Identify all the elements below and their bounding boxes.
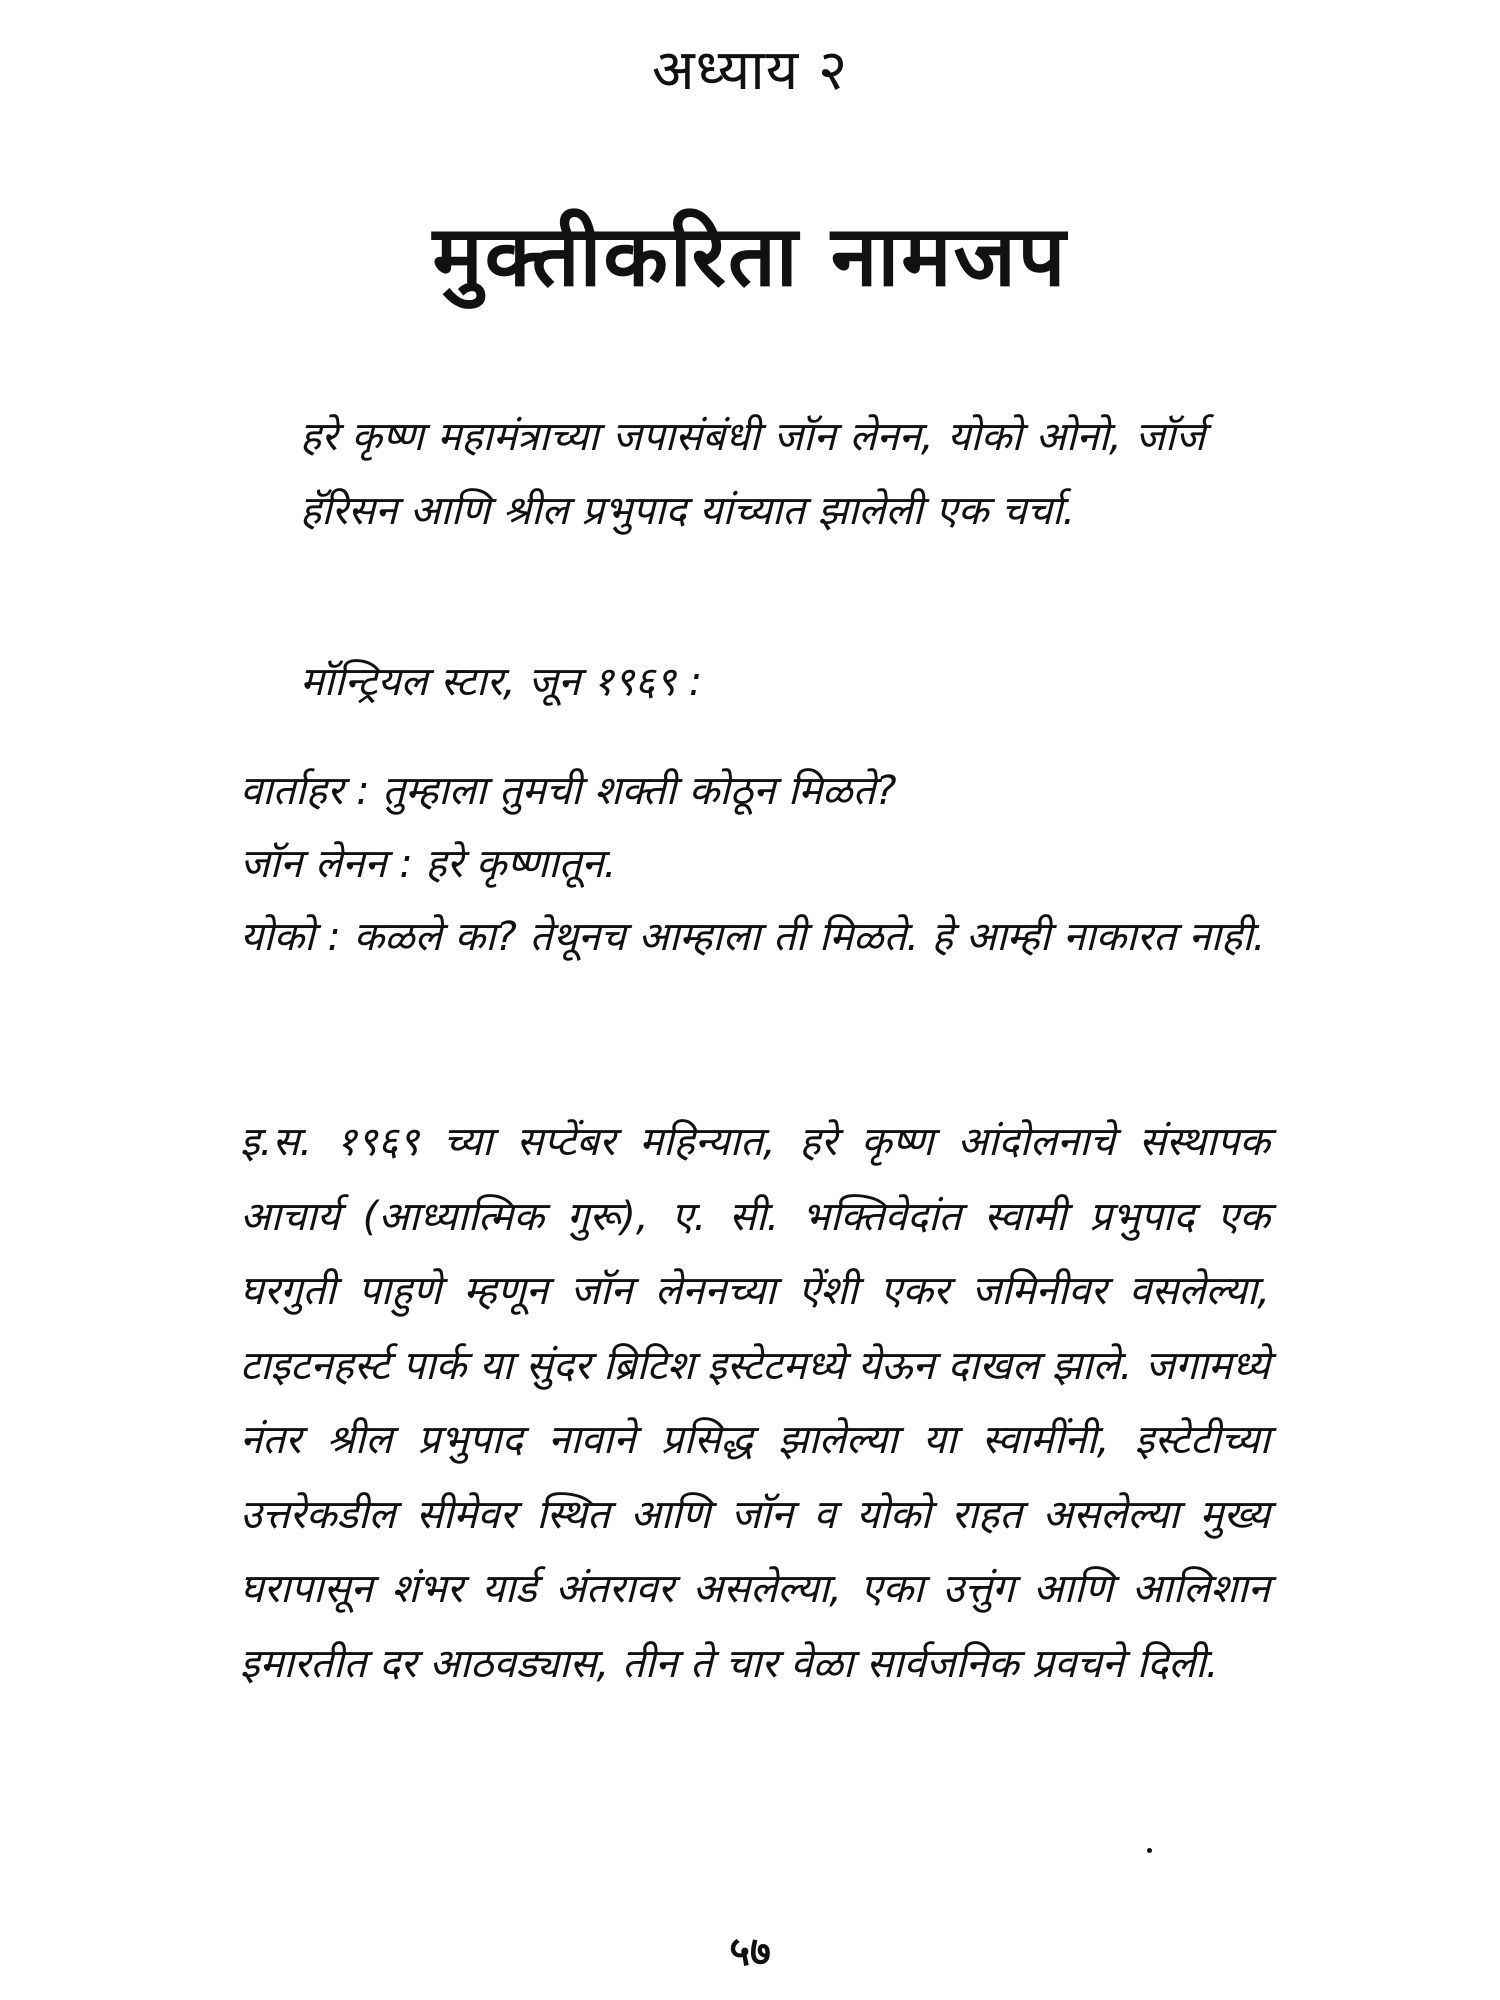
dialogue-line-reporter: वार्ताहर : तुम्हाला तुमची शक्ती कोठून मिळते?	[240, 768, 897, 814]
body-paragraph: इ.स. १९६९ च्या सप्टेंबर महिन्यात, हरे कृष्ण आंदोलनाचे संस्थापक आचार्य (आध्यात्मिक गुरू), ए. सी. भक्तिवेदांत स्वामी प्रभुपाद एक घरगुती पाहुणे म्हणून जॉन लेननच्या ऐंशी एकर जमिनीवर वसलेल्या, टाइटनहर्स्ट पार्क या सुंदर ब्रिटिश इस्टेटमध्ये येऊन दाखल झाले. जगामध्ये नंतर श्रील प्रभुपाद नावाने प्रसिद्ध झालेल्या या स्वामींनी, इस्टेटीच्या उत्तरेकडील सीमेवर स्थित आणि जॉन व योको राहत असलेल्या मुख्य घरापासून शंभर यार्ड अंतरावर असलेल्या, एका उत्तुंग आणि आलिशान इमारतीत दर आठवड्यास, तीन ते चार वेळा सार्वजनिक प्रवचने दिली.	[240, 1119, 1270, 1687]
dialogue-line-yoko: योको : कळले का? तेथूनच आम्हाला ती मिळते. हे आम्ही नाकारत नाही.	[240, 914, 1266, 960]
page-number: ५७	[729, 1929, 771, 1975]
dialogue-block	[240, 755, 1270, 974]
chapter-title: मुक्तीकरिता नामजप	[432, 207, 1068, 305]
source-line: मॉन्ट्रियल स्टार, जून १९६९ :	[300, 659, 703, 705]
stray-dot	[1147, 1848, 1152, 1853]
intro-paragraph: हरे कृष्ण महामंत्राच्या जपासंबंधी जॉन लेनन, योको ओनो, जॉर्ज हॅरिसन आणि श्रील प्रभुपाद यांच्यात झालेली एक चर्चा.	[300, 414, 1205, 534]
chapter-label: अध्याय २	[651, 38, 849, 103]
dialogue-line-john: जॉन लेनन : हरे कृष्णातून.	[240, 841, 617, 887]
